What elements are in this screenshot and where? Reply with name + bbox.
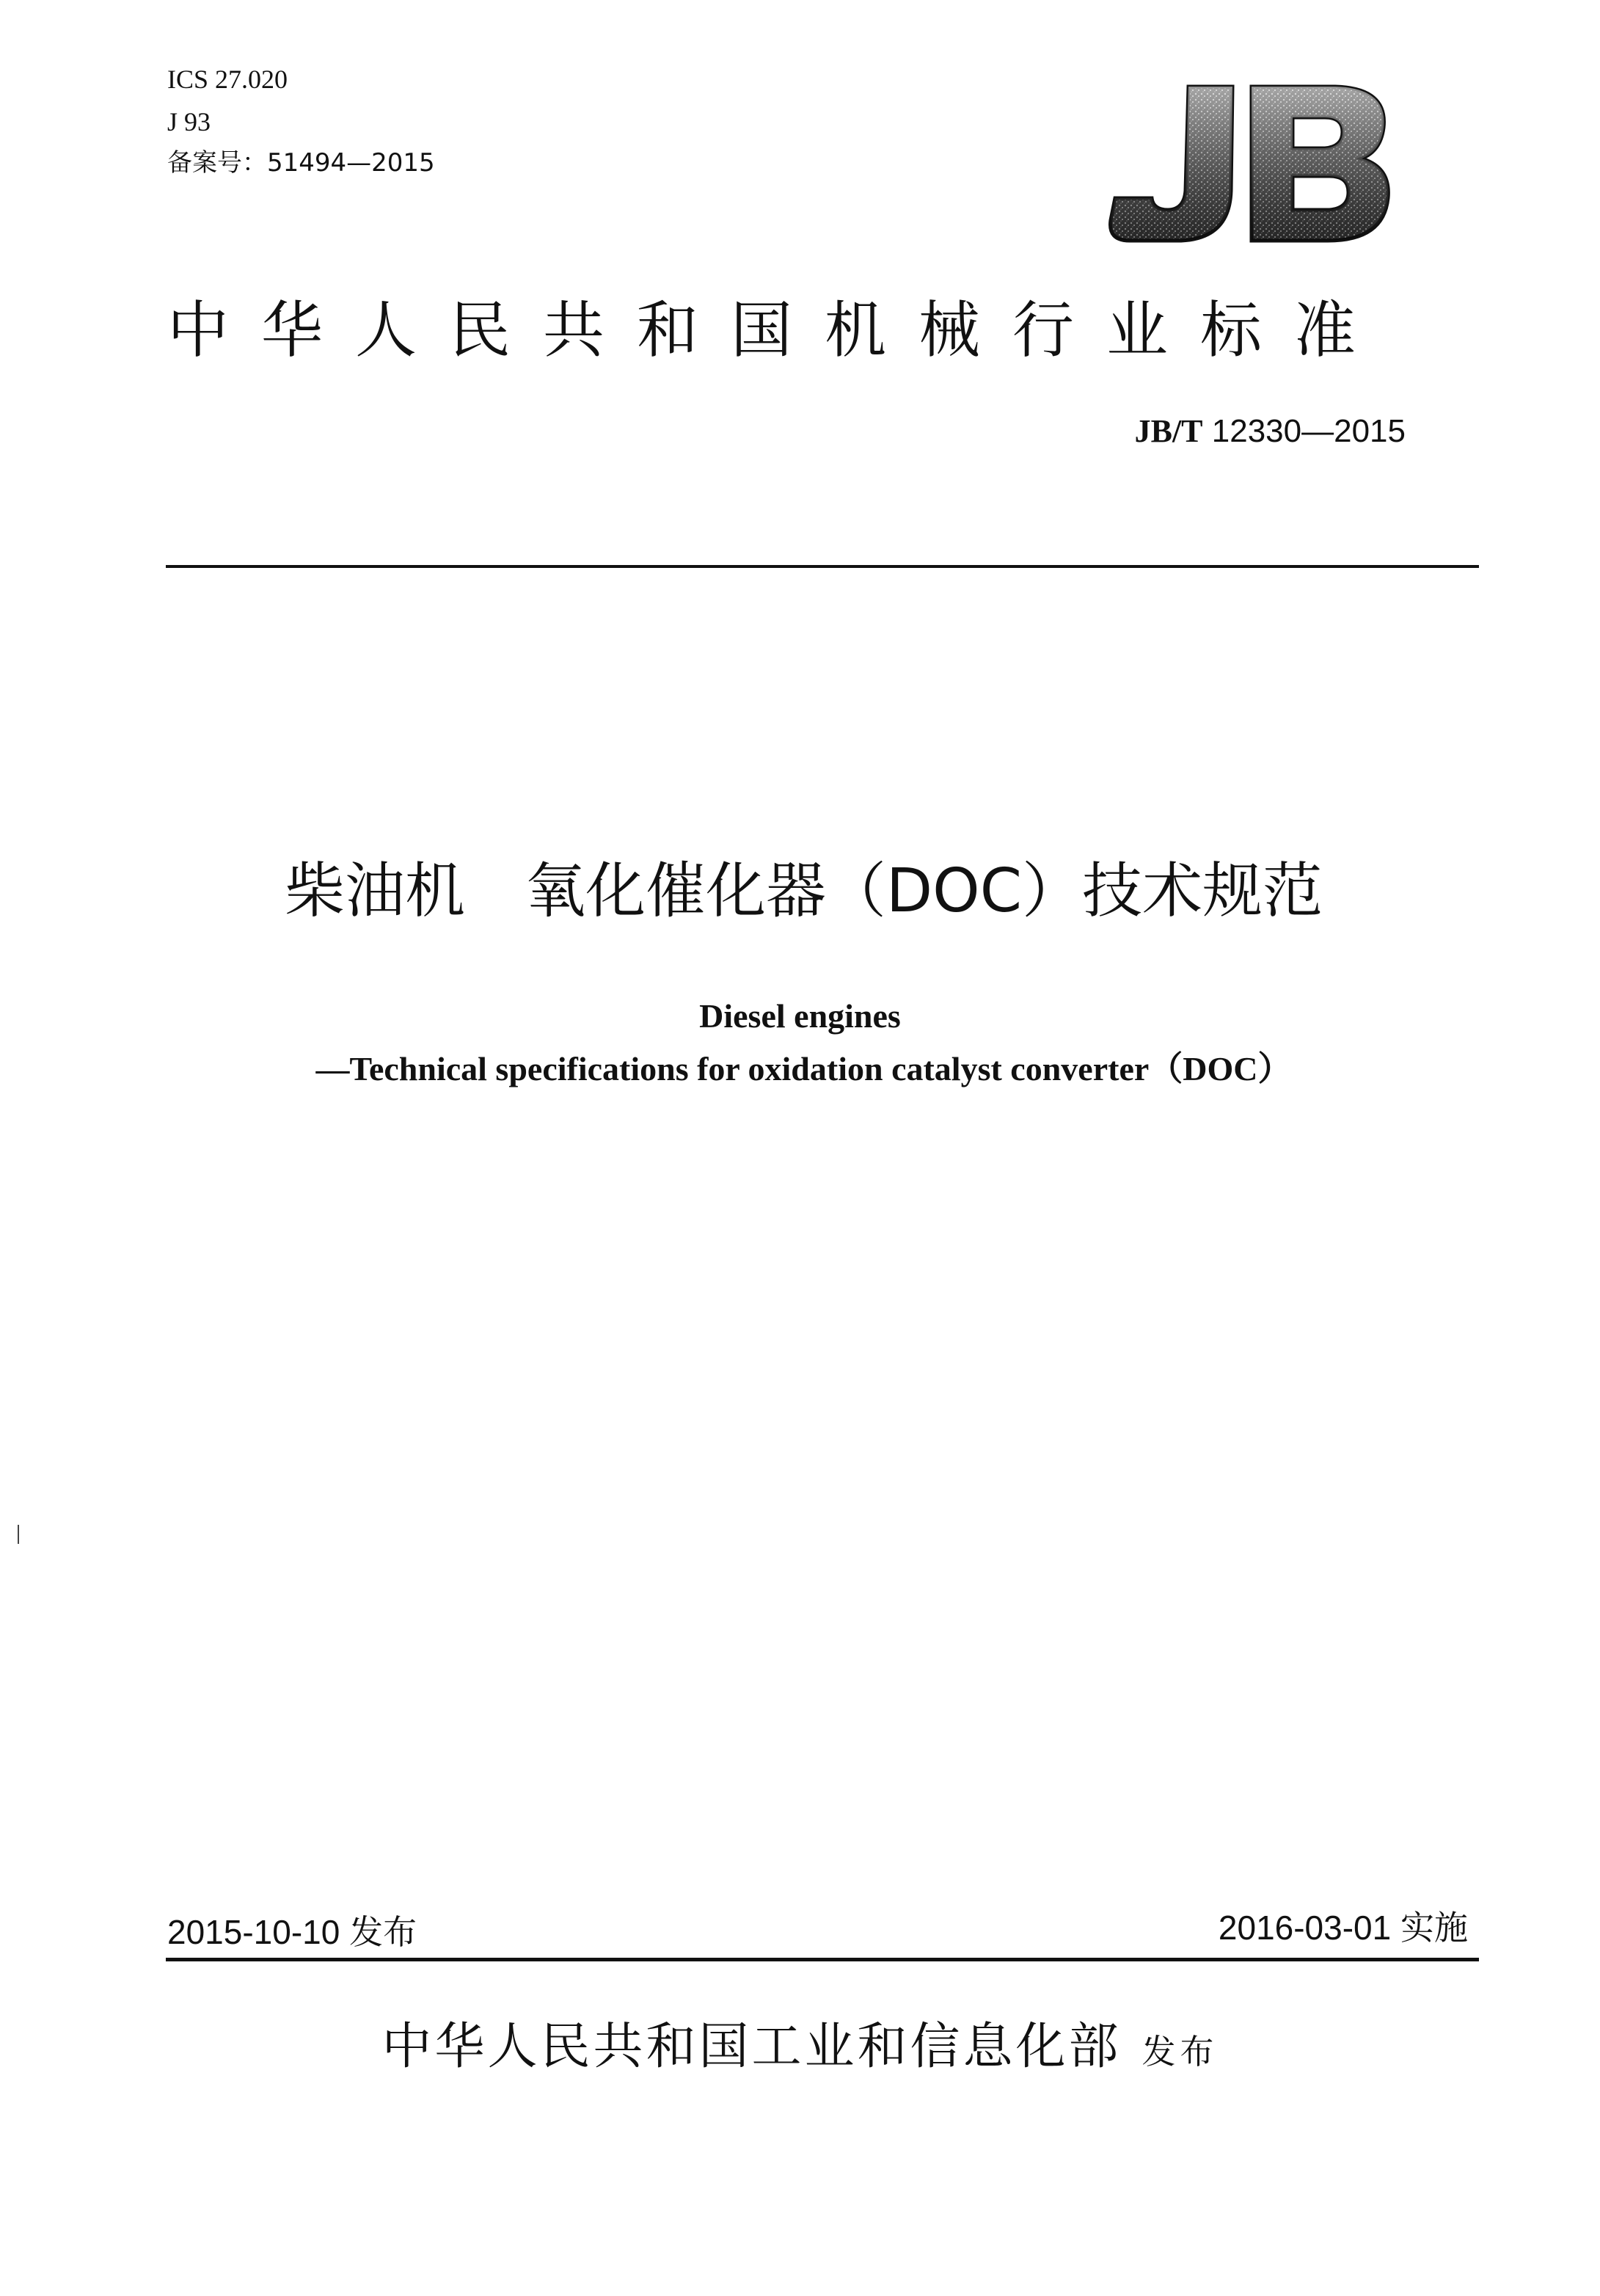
- standard-code: [1135, 413, 1406, 450]
- ics-code: ICS 27.020: [167, 65, 288, 94]
- bottom-divider: [166, 1958, 1479, 1961]
- publisher-name: 中华人民共和国工业和信息化部: [381, 2018, 1122, 2076]
- issue-date: 2015-10-10 发布: [167, 1913, 417, 1951]
- publisher-suffix: 发布: [1141, 2032, 1219, 2071]
- standard-code-prefix: JB/T: [1134, 413, 1203, 449]
- standard-code-number: 12330—2015: [1202, 413, 1406, 449]
- publisher: [0, 2014, 1600, 2085]
- english-title-line-2: —Technical specifications for oxidation catalyst converter（DOC）: [315, 1050, 1292, 1087]
- top-divider: [166, 565, 1479, 568]
- english-title-line-1: Diesel engines: [699, 997, 901, 1035]
- scan-artifact: [18, 1525, 19, 1544]
- implementation-date: 2016-03-01 实施: [1218, 1909, 1468, 1947]
- filing-number: 备案号：51494—2015: [167, 148, 435, 178]
- jb-logo: [1100, 81, 1394, 249]
- ccs-code: J 93: [167, 107, 211, 136]
- chinese-title: 柴油机 氧化催化器（DOC）技术规范: [285, 856, 1323, 926]
- standard-category-title: 中华人民共和国机械行业标准: [167, 294, 1389, 366]
